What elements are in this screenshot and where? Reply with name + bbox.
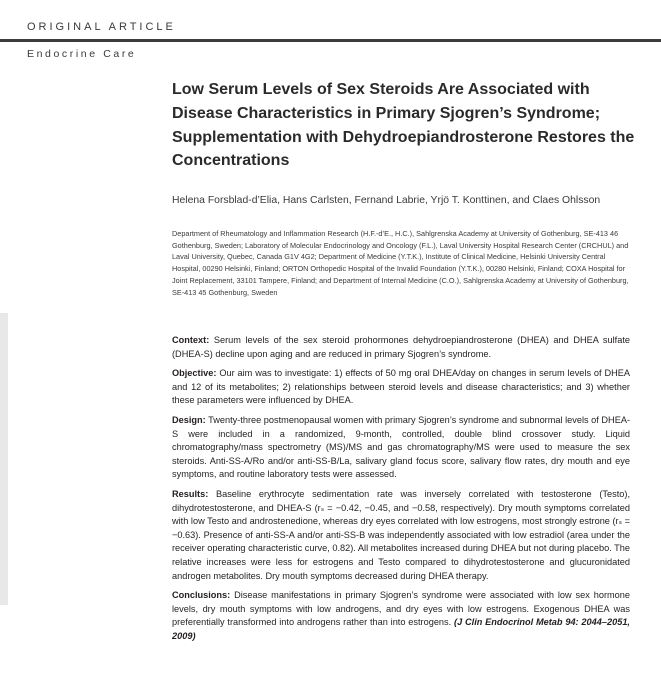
context-heading: Context: xyxy=(172,335,210,345)
context-text: Serum levels of the sex steroid prohormones dehydroepiandrosterone (DHEA) and DHEA sulfate (DHEA-S) decline upon aging and are reduced in primary Sjogren’s syndrome. xyxy=(172,335,630,359)
subsection-label: Endocrine Care xyxy=(27,48,137,60)
design-heading: Design: xyxy=(172,414,206,425)
side-bar xyxy=(0,313,8,605)
affiliations: Department of Rheumatology and Inflammation Research (H.F.-d’E., H.C.), Sahlgrenska Academy at University of Gothenburg, SE-413 46 Gothenburg, Sweden; Laboratory of Molecular Endocrinology and Oncology (F.L.), Laval University Hospital Research Center (CRCHUL) and Laval University, Quebec, Canada G1V 4G2; Department of Medicine (Y.T.K.), Institute of Clinical Medicine, Helsinki University Central Hospital, 00290 Helsinki, Finland; ORTON Orthopedic Hospital of the Invalid Foundation (Y.T.K.), 00280 Helsinki, Finland; COXA Hospital for Joint Replacement, 33101 Tampere, Finland; and Department of Internal Medicine (C.O.), Sahlgrenska Academy at University of Gothenburg, SE-413 45 Gothenburg, Sweden xyxy=(172,229,629,297)
abstract xyxy=(172,334,630,649)
article-title: Low Serum Levels of Sex Steroids Are Associated with Disease Characteristics in Primary Sjogren’s Syndrome; Supplementation with Dehydroepiandrosterone Restores the Concentrations xyxy=(172,81,635,170)
objective-heading: Objective: xyxy=(172,368,217,379)
journal-citation: (J Clin Endocrinol Metab 94: 2044–2051, 2009) xyxy=(172,617,630,641)
results-text: Baseline erythrocyte sedimentation rate was inversely correlated with testosterone (Testo), dihydrotestosterone, and DHEA-S (rₛ = −0.42, −0.45, and −0.58, respectively). Dry mouth symptoms correlated with low Testo and androstenedione, whereas dry eyes correlated with low estrogens, most strongly estrone (rₛ = −0.63). Presence of anti-SS-A and/or anti-SS-B was independently associated with low estradiol (area under the receiver operating characteristic curve, 0.82). All metabolites increased during DHEA but not during placebo. The relative increases were less for estrogens and Testo compared to dihydrotestosterone and glucuronidated androgen metabolites. Dry mouth symptoms decreased during DHEA therapy. xyxy=(172,488,631,581)
author-list: Helena Forsblad-d’Elia, Hans Carlsten, Fernand Labrie, Yrjö T. Konttinen, and Claes Ohlsson xyxy=(172,195,601,206)
abstract-context xyxy=(172,334,630,361)
abstract-results xyxy=(172,488,630,583)
top-rule xyxy=(0,39,661,42)
design-text: Twenty-three postmenopausal women with primary Sjogren’s syndrome and subnormal levels of DHEA-S were included in a randomized, 9-month, controlled, double blind crossover study. Liquid chromatography/mass spectrometry (MS)/MS and gas chromatography/MS were used to measure the sex steroids. Anti-SS-A/Ro and/or anti-SS-B/La, salivary gland focus score, salivary flow rates, dry mouth and eye symptoms, and routine laboratory tests were assessed. xyxy=(172,414,631,480)
abstract-objective xyxy=(172,367,630,408)
abstract-design xyxy=(172,414,630,482)
abstract-conclusions xyxy=(172,589,630,643)
conclusions-text: Disease manifestations in primary Sjogren’s syndrome were associated with low sex hormone levels, dry mouth symptoms with low androgens, and dry eyes with low estrogens. Exogenous DHEA was preferentially transformed into androgens rather than into estrogens. xyxy=(172,590,630,628)
section-label: ORIGINAL ARTICLE xyxy=(27,21,176,33)
conclusions-heading: Conclusions: xyxy=(172,590,231,601)
results-heading: Results: xyxy=(172,488,209,499)
objective-text: Our aim was to investigate: 1) effects of 50 mg oral DHEA/day on changes in serum levels of DHEA and 12 of its metabolites; 2) relationships between steroid levels and disease characteristics; and 3) whether these parameters were influenced by DHEA. xyxy=(172,368,630,406)
